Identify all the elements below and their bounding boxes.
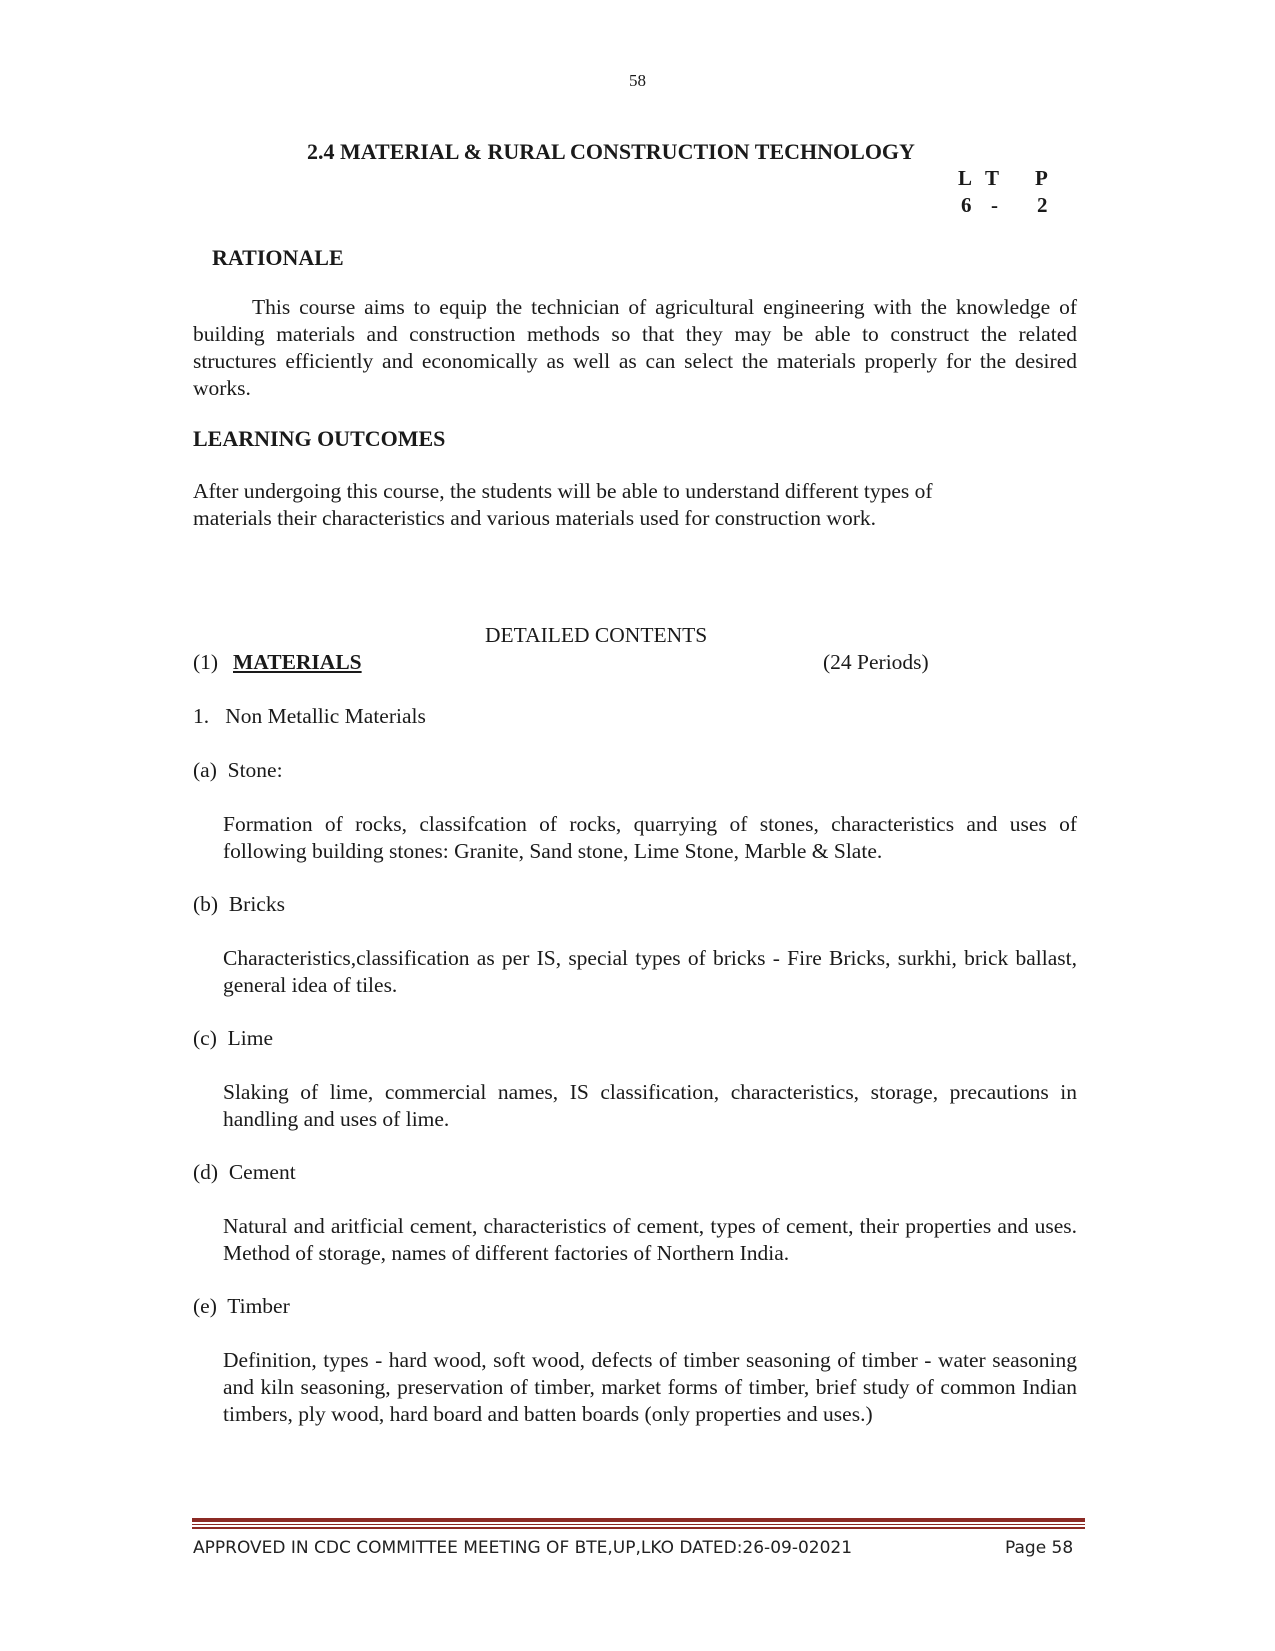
section-number: (1) [193, 650, 219, 674]
item-label-cement: (d) Cement [193, 1160, 296, 1184]
section-title: MATERIALS [233, 650, 362, 674]
ltp-value-t: - [991, 193, 998, 217]
learning-outcomes-heading: LEARNING OUTCOMES [193, 426, 446, 451]
course-title: 2.4 MATERIAL & RURAL CONSTRUCTION TECHNOLOGY [307, 139, 915, 164]
item-text-timber: Definition, types - hard wood, soft wood, defects of timber seasoning of timber - water seasoning and kiln seasoning, preservation of timber, market forms of timber, brief study of common Indian timbers, ply wood, hard board and batten boards (only properties and uses.) [223, 1348, 1077, 1426]
footer-page: Page 58 [1005, 1538, 1074, 1558]
learning-outcomes-line-2: materials their characteristics and various materials used for construction work. [193, 506, 876, 530]
detailed-contents-heading: DETAILED CONTENTS [485, 623, 708, 647]
ltp-header-l: L [958, 166, 973, 190]
item-text-cement: Natural and aritficial cement, characteristics of cement, types of cement, their properties and uses. Method of storage, names of different factories of Northern India. [223, 1214, 1077, 1265]
ltp-header-t: T [985, 166, 1000, 190]
item-label-bricks: (b) Bricks [193, 892, 285, 916]
subsection-heading: 1. Non Metallic Materials [193, 704, 426, 728]
section-periods: (24 Periods) [823, 650, 929, 674]
ltp-value-p: 2 [1037, 193, 1048, 217]
item-text-lime: Slaking of lime, commercial names, IS classification, characteristics, storage, precautions in handling and uses of lime. [223, 1080, 1077, 1131]
ltp-value-l: 6 [961, 193, 972, 217]
item-label-lime: (c) Lime [193, 1026, 273, 1050]
item-text-bricks: Characteristics,classification as per IS, special types of bricks - Fire Bricks, surkhi, brick ballast, general idea of tiles. [223, 946, 1077, 997]
footer-approval: APPROVED IN CDC COMMITTEE MEETING OF BTE,UP,LKO DATED:26-09-02021 [193, 1538, 853, 1558]
footer-rule-thick [192, 1518, 1085, 1522]
rationale-heading: RATIONALE [212, 245, 344, 270]
ltp-header-p: P [1035, 166, 1048, 190]
rationale-text: This course aims to equip the technician of agricultural engineering with the knowledge of building materials and construction methods so that they may be able to construct the related structures efficiently and economically as well as can select the materials properly for the desired works. [193, 295, 1077, 400]
footer-rule-bottom [192, 1527, 1085, 1529]
learning-outcomes-line-1: After undergoing this course, the students will be able to understand different types of [193, 479, 933, 503]
item-label-timber: (e) Timber [193, 1294, 290, 1318]
item-label-stone: (a) Stone: [193, 758, 283, 782]
item-text-stone: Formation of rocks, classifcation of rocks, quarrying of stones, characteristics and uses of following building stones: Granite, Sand stone, Lime Stone, Marble & Slate. [223, 812, 1077, 863]
footer-rule-thin [192, 1524, 1085, 1525]
page-number: 58 [629, 71, 646, 90]
